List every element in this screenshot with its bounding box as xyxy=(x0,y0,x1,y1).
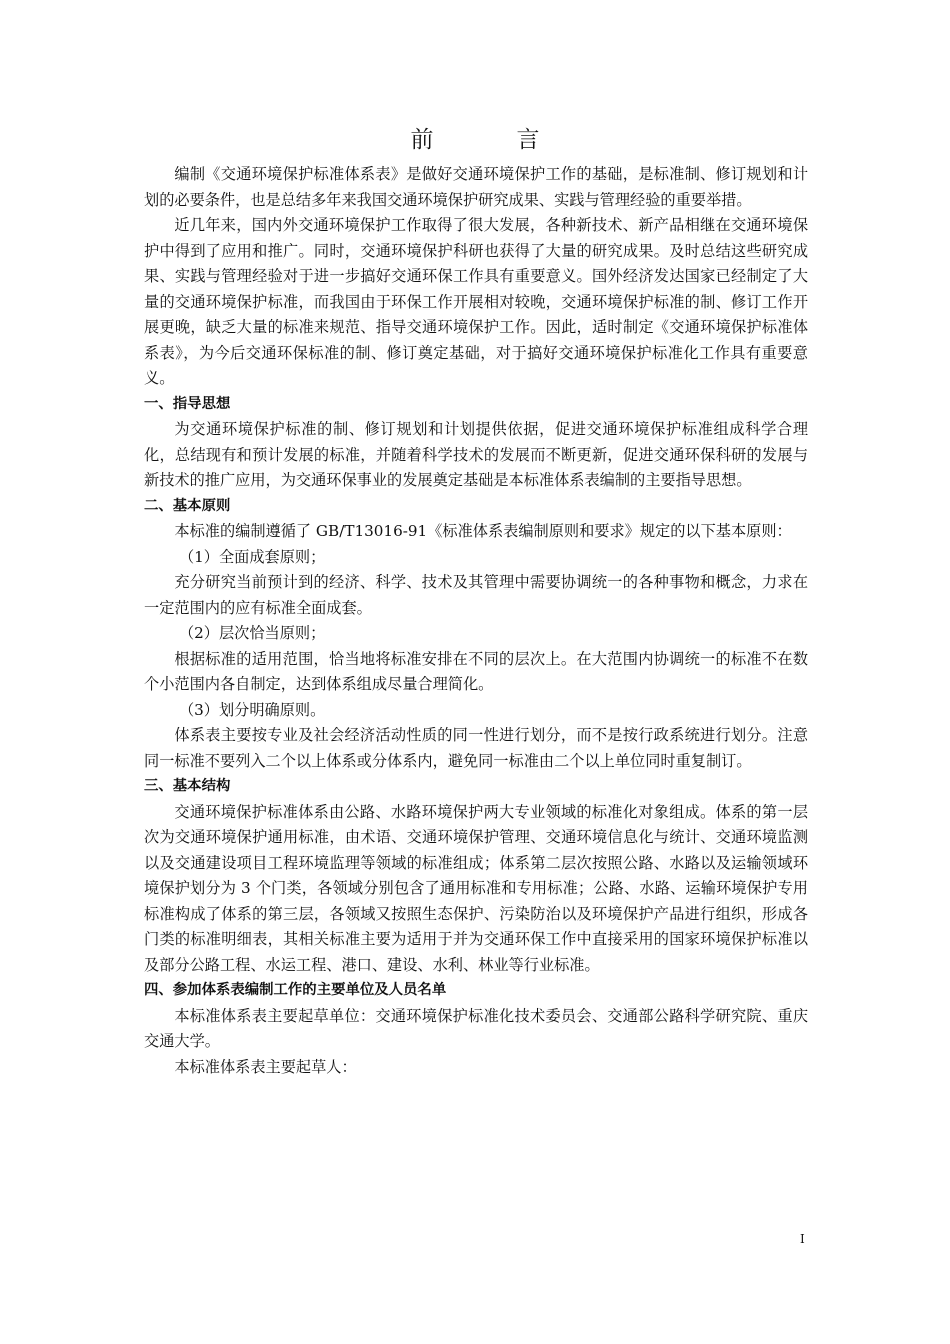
section-heading-participants: 四、参加体系表编制工作的主要单位及人员名单 xyxy=(144,982,447,998)
principle-item: （2）层次恰当原则； xyxy=(178,624,326,642)
section-paragraph: 为交通环境保护标准的制、修订规划和计划提供依据，促进交通环境保护标准组成科学合理化，总结现有和预计发展的标准，并随着科学技术的发展而不断更新，促进交通环保科研的发展与新技术的推广应用，为交通环保事业的发展奠定基础是本标准体系表编制的主要指导思想。 xyxy=(144,420,808,489)
intro-paragraph: 近几年来，国内外交通环境保护工作取得了很大发展，各种新技术、新产品相继在交通环境保护中得到了应用和推广。同时，交通环境保护科研也获得了大量的研究成果。及时总结这些研究成果、实践与管理经验对于进一步搞好交通环保工作具有重要意义。国外经济发达国家已经制定了大量的交通环境保护标准，而我国由于环保工作开展相对较晚，交通环境保护标准的制、修订工作开展更晚，缺乏大量的标准来规范、指导交通环境保护工作。因此，适时制定《交通环境保护标准体系表》，为今后交通环保标准的制、修订奠定基础，对于搞好交通环境保护标准化工作具有重要意义。 xyxy=(144,216,808,387)
intro-paragraph: 编制《交通环境保护标准体系表》是做好交通环境保护工作的基础，是标准制、修订规划和计划的必要条件，也是总结多年来我国交通环境保护研究成果、实践与管理经验的重要举措。 xyxy=(144,165,808,209)
section-heading-basic-principles: 二、基本原则 xyxy=(144,497,231,514)
section-paragraph: 体系表主要按专业及社会经济活动性质的同一性进行划分，而不是按行政系统进行划分。注意同一标准不要列入二个以上体系或分体系内，避免同一标准由二个以上单位同时重复制订。 xyxy=(144,726,808,770)
section-heading-basic-structure: 三、基本结构 xyxy=(144,778,231,794)
section-paragraph: 充分研究当前预计到的经济、科学、技术及其管理中需要协调统一的各种事物和概念，力求在一定范围内的应有标准全面成套。 xyxy=(144,573,808,617)
principle-item: （1）全面成套原则； xyxy=(178,547,326,566)
section-paragraph: 本标准的编制遵循了 GB/T13016-91《标准体系表编制原则和要求》规定的以下基本原则： xyxy=(174,522,792,540)
section-paragraph: 交通环境保护标准体系由公路、水路环境保护两大专业领域的标准化对象组成。体系的第一层次为交通环境保护通用标准，由术语、交通环境保护管理、交通环境信息化与统计、交通环境监测以及交通建设项目工程环境监理等领域的标准组成；体系第二层次按照公路、水路以及运输领域环境保护划分为 3 个门类，各领域分别包含了通用标准和专用标准；公路、水路、运输环境保护专用标准构成了体系的第三层，各领域又按照生态保护、污染防治以及环境保护产品进行组织，形成各门类的标准明细表，其相关标准主要为适用于并为交通环保工作中直接采用的国家环境保护标准以及部分公路工程、水运工程、港口、建设、水利、林业等行业标准。 xyxy=(144,802,808,974)
document-body xyxy=(144,162,808,1080)
section-paragraph: 本标准体系表主要起草单位：交通环境保护标准化技术委员会、交通部公路科学研究院、重庆交通大学。 xyxy=(144,1006,808,1050)
page-title: 前 言 xyxy=(410,127,570,153)
principle-item: （3）划分明确原则。 xyxy=(178,700,326,719)
section-paragraph: 根据标准的适用范围，恰当地将标准安排在不同的层次上。在大范围内协调统一的标准不在数个小范围内各自制定，达到体系组成尽量合理简化。 xyxy=(144,649,808,693)
page-number: I xyxy=(800,1232,805,1246)
section-heading-guiding-ideology: 一、指导思想 xyxy=(144,395,231,412)
section-paragraph: 本标准体系表主要起草人： xyxy=(174,1057,357,1076)
